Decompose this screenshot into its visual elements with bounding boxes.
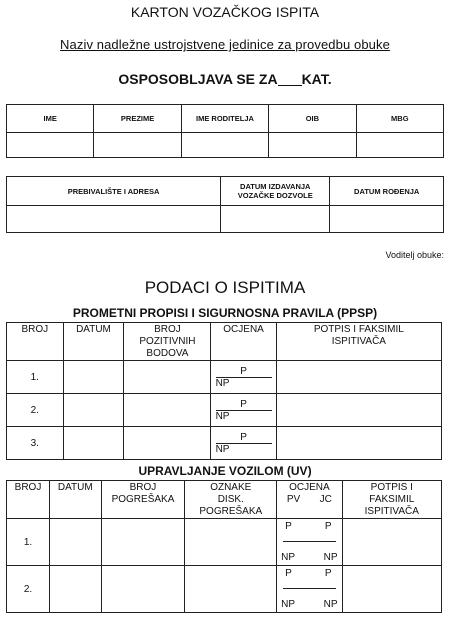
table-row: [7, 394, 442, 427]
institution-name: Naziv nadležne ustrojstvene jedinice za provedbu obuke: [60, 37, 390, 52]
header-datum-rodenja: DATUM ROĐENJA: [330, 177, 444, 206]
header-prezime: PREZIME: [94, 105, 181, 133]
uv-disk-cell[interactable]: [185, 519, 277, 566]
grade-fail: NP: [215, 410, 230, 422]
header-prebivaliste: PREBIVALIŠTE I ADRESA: [7, 177, 221, 206]
header-ime: IME: [7, 105, 94, 133]
grade-fail: NP: [215, 377, 230, 389]
uv-ocjena-cell[interactable]: [277, 519, 342, 566]
ppsp-row-number: 1.: [7, 361, 64, 394]
header-mbg: MBG: [356, 105, 443, 133]
ppsp-datum-cell[interactable]: [63, 427, 124, 460]
ppsp-header-potpis: POTPIS I FAKSIMIL ISPITIVAČA: [276, 323, 441, 361]
uv-datum-cell[interactable]: [49, 566, 101, 613]
table-row: [7, 566, 442, 613]
residence-table: [6, 176, 444, 233]
uv-potpis-cell[interactable]: [342, 566, 441, 613]
uv-header-pv: PV: [286, 494, 301, 505]
uv-header-pogreske: BROJ POGREŠAKA: [101, 481, 185, 519]
ppsp-potpis-cell[interactable]: [276, 361, 441, 394]
instructor-label: Voditelj obuke:: [385, 250, 444, 260]
ppsp-ocjena-cell[interactable]: [211, 394, 276, 427]
qualification-suffix: KAT.: [301, 71, 332, 87]
ppsp-row-number: 2.: [7, 394, 64, 427]
header-ime-roditelja: IME RODITELJA: [181, 105, 268, 133]
ppsp-title: PROMETNI PROPISI I SIGURNOSNA PRAVILA (PPSP): [72, 306, 378, 320]
uv-potpis-cell[interactable]: [342, 519, 441, 566]
uv-title: UPRAVLJANJE VOZILOM (UV): [138, 464, 312, 478]
grade-pass: P: [216, 399, 272, 411]
grade-divider: [283, 541, 335, 542]
uv-header-broj: BROJ: [7, 481, 50, 519]
uv-datum-cell[interactable]: [49, 519, 101, 566]
table-row: [7, 519, 442, 566]
form-title: KARTON VOZAČKOG ISPITA: [130, 4, 320, 20]
uv-pogreske-cell[interactable]: [101, 566, 185, 613]
ppsp-potpis-cell[interactable]: [276, 427, 441, 460]
table-row: [7, 427, 442, 460]
uv-header-potpis: POTPIS I FAKSIMIL ISPITIVAČA: [342, 481, 441, 519]
ime-roditelja-field[interactable]: [181, 133, 268, 158]
uv-pogreske-cell[interactable]: [101, 519, 185, 566]
uv-header-datum: DATUM: [49, 481, 101, 519]
section-title: PODACI O ISPITIMA: [144, 278, 306, 297]
datum-rodenja-field[interactable]: [330, 206, 444, 233]
ppsp-table: [6, 322, 442, 460]
ppsp-datum-cell[interactable]: [63, 361, 124, 394]
ppsp-datum-cell[interactable]: [63, 394, 124, 427]
uv-disk-cell[interactable]: [185, 566, 277, 613]
pv-fail: NP: [281, 599, 296, 610]
header-oib: OIB: [269, 105, 356, 133]
ppsp-bodovi-cell[interactable]: [124, 427, 211, 460]
jc-fail: NP: [323, 599, 338, 610]
ppsp-bodovi-cell[interactable]: [124, 394, 211, 427]
ime-field[interactable]: [7, 133, 94, 158]
grade-divider: [283, 588, 335, 589]
grade-fail: NP: [215, 443, 230, 455]
prebivaliste-field[interactable]: [7, 206, 221, 233]
prezime-field[interactable]: [94, 133, 181, 158]
uv-header-jc: JC: [319, 494, 332, 505]
ppsp-header-broj: BROJ: [7, 323, 64, 361]
category-blank[interactable]: [278, 72, 302, 86]
jc-fail: NP: [323, 552, 338, 563]
ppsp-header-bodovi: BROJ POZITIVNIH BODOVA: [124, 323, 211, 361]
ppsp-bodovi-cell[interactable]: [124, 361, 211, 394]
uv-ocjena-cell[interactable]: [277, 566, 342, 613]
uv-row-number: 2.: [7, 566, 50, 613]
uv-header-ocjena: [277, 481, 342, 519]
oib-field[interactable]: [269, 133, 356, 158]
ppsp-ocjena-cell[interactable]: [211, 427, 276, 460]
header-datum-izdavanja: DATUM IZDAVANJA VOZAČKE DOZVOLE: [221, 177, 330, 206]
ppsp-header-ocjena: OCJENA: [211, 323, 276, 361]
qualification-line: [0, 71, 450, 87]
uv-header-disk-pogreske: OZNAKE DISK. POGREŠAKA: [185, 481, 277, 519]
uv-row-number: 1.: [7, 519, 50, 566]
grade-pass: P: [216, 432, 272, 444]
jc-pass: P: [324, 521, 332, 532]
uv-table: [6, 480, 442, 613]
pv-pass: P: [285, 568, 292, 579]
ppsp-ocjena-cell[interactable]: [211, 361, 276, 394]
ppsp-row-number: 3.: [7, 427, 64, 460]
ppsp-header-datum: DATUM: [63, 323, 124, 361]
qualification-prefix: OSPOSOBLJAVA SE ZA: [118, 71, 278, 87]
jc-pass: P: [324, 568, 332, 579]
mbg-field[interactable]: [356, 133, 443, 158]
pv-fail: NP: [281, 552, 296, 563]
uv-ocjena-label: OCJENA: [289, 482, 330, 493]
ppsp-potpis-cell[interactable]: [276, 394, 441, 427]
personal-data-table: [6, 104, 444, 158]
pv-pass: P: [285, 521, 292, 532]
grade-pass: P: [216, 366, 272, 378]
datum-izdavanja-field[interactable]: [221, 206, 330, 233]
table-row: [7, 361, 442, 394]
